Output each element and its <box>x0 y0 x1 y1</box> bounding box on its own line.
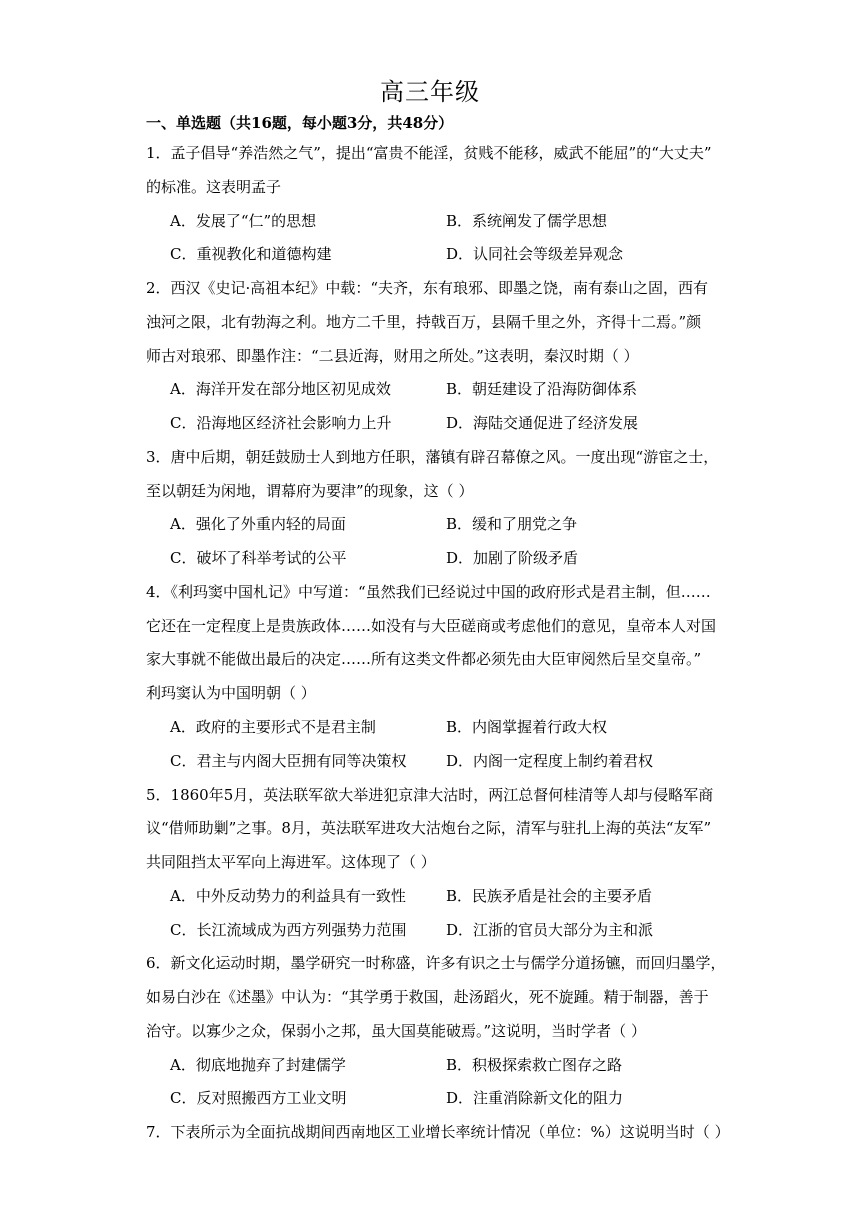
question-6-option-b: B．积极探索救亡图存之路 <box>446 1056 623 1074</box>
question-1-option-b: B．系统阐发了儒学思想 <box>446 212 608 230</box>
question-5-line-1: 5．1860年5月，英法联军欲大举进犯京津大沽时，两江总督何桂清等人却与侵略军商 <box>146 786 714 804</box>
question-4-line-2: 它还在一定程度上是贵族政体……如没有与大臣磋商或考虑他们的意见，皇帝本人对国 <box>146 617 717 635</box>
question-6-line-3: 治守。以寡少之众，保弱小之邦，虽大国莫能破焉。”这说明，当时学者（ ） <box>146 1022 646 1040</box>
question-4-option-d: D．内阁一定程度上制约着君权 <box>446 752 654 770</box>
question-1-line-1: 1．孟子倡导“养浩然之气”，提出“富贵不能淫，贫贱不能移，威武不能屈”的“大丈夫” <box>146 144 712 162</box>
question-2-option-a: A．海洋开发在部分地区初见成效 <box>170 380 391 398</box>
question-5-option-c: C．长江流域成为西方列强势力范围 <box>170 921 407 939</box>
question-2-option-b: B．朝廷建设了沿海防御体系 <box>446 380 638 398</box>
question-5-option-b: B．民族矛盾是社会的主要矛盾 <box>446 887 653 905</box>
question-3-option-d: D．加剧了阶级矛盾 <box>446 549 579 567</box>
question-6-line-2: 如易白沙在《述墨》中认为：“其学勇于救国，赴汤蹈火，死不旋踵。精于制器，善于 <box>146 988 709 1006</box>
question-6-option-c: C．反对照搬西方工业文明 <box>170 1089 347 1107</box>
page-title: 高三年级 <box>380 78 480 106</box>
question-5-line-3: 共同阻挡太平军向上海进军。这体现了（ ） <box>146 853 436 871</box>
question-6-option-d: D．注重消除新文化的阻力 <box>446 1089 624 1107</box>
question-3-option-b: B．缓和了朋党之争 <box>446 515 578 533</box>
question-3-line-2: 至以朝廷为闲地，谓幕府为要津”的现象，这（ ） <box>146 482 474 500</box>
question-3-line-1: 3．唐中后期，朝廷鼓励士人到地方任职，藩镇有辟召幕僚之风。一度出现“游宦之士， <box>146 448 719 466</box>
question-1-option-d: D．认同社会等级差异观念 <box>446 245 624 263</box>
question-2-option-c: C．沿海地区经济社会影响力上升 <box>170 414 392 432</box>
question-4-option-c: C．君主与内阁大臣拥有同等决策权 <box>170 752 407 770</box>
question-2-line-3: 师古对琅邪、即墨作注：“二县近海，财用之所处。”这表明，秦汉时期（ ） <box>146 347 639 365</box>
question-2-line-1: 2．西汉《史记·高祖本纪》中载：“夫齐，东有琅邪、即墨之饶，南有泰山之固，西有 <box>146 279 708 297</box>
question-6-option-a: A．彻底地抛弃了封建儒学 <box>170 1056 346 1074</box>
question-2-option-d: D．海陆交通促进了经济发展 <box>446 414 639 432</box>
section-heading: 一、单选题（共16题，每小题3分，共48分） <box>146 114 454 132</box>
question-5-option-a: A．中外反动势力的利益具有一致性 <box>170 887 406 905</box>
question-6-line-1: 6．新文化运动时期，墨学研究一时称盛，许多有识之士与儒学分道扬镳，而回归墨学， <box>146 954 726 972</box>
question-3-option-a: A．强化了外重内轻的局面 <box>170 515 346 533</box>
question-4-line-1: 4．《利玛窦中国札记》中写道：“虽然我们已经说过中国的政府形式是君主制，但…… <box>146 583 711 601</box>
question-1-option-a: A．发展了“仁”的思想 <box>170 212 317 230</box>
question-4-line-3: 家大事就不能做出最后的决定……所有这类文件都必须先由大臣审阅然后呈交皇帝。” <box>146 650 702 668</box>
question-4-line-4: 利玛窦认为中国明朝（ ） <box>146 684 316 702</box>
question-1-option-c: C．重视教化和道德构建 <box>170 245 332 263</box>
question-3-option-c: C．破坏了科举考试的公平 <box>170 549 347 567</box>
question-4-option-a: A．政府的主要形式不是君主制 <box>170 718 376 736</box>
question-2-line-2: 浊河之限，北有勃海之利。地方二千里，持戟百万，县隔千里之外，齐得十二焉。”颜 <box>146 313 702 331</box>
question-5-option-d: D．江浙的官员大部分为主和派 <box>446 921 654 939</box>
question-5-line-2: 议“借师助剿”之事。8月，英法联军进攻大沽炮台之际，清军与驻扎上海的英法“友军” <box>146 819 712 837</box>
question-7-line-1: 7．下表所示为全面抗战期间西南地区工业增长率统计情况（单位：%）这说明当时（ ） <box>146 1123 730 1141</box>
question-1-line-2: 的标准。这表明孟子 <box>146 178 282 196</box>
question-4-option-b: B．内阁掌握着行政大权 <box>446 718 608 736</box>
